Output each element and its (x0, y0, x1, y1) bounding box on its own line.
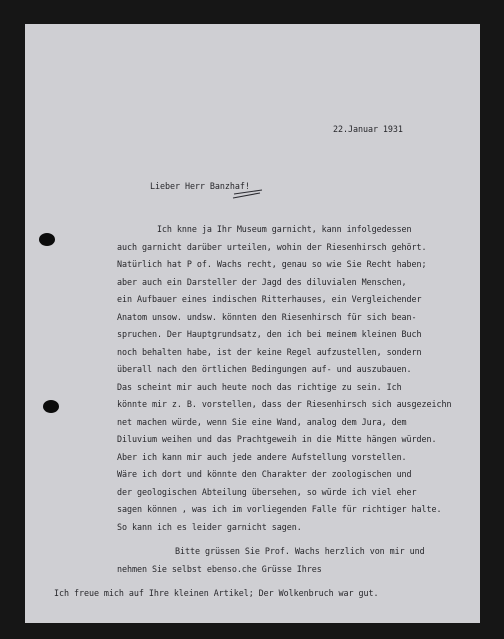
body-line: überall nach den örtlichen Bedingungen auf- und auszubauen. (117, 364, 412, 374)
body-line: net machen würde, wenn Sie eine Wand, analog dem Jura, dem (117, 416, 407, 427)
handwritten-underline-mark (232, 189, 264, 199)
body-line: Ich knne ja Ihr Museum garnicht, kann infolgedessen (117, 224, 412, 234)
punch-hole (39, 233, 55, 246)
closing-line: Bitte grüssen Sie Prof. Wachs herzlich von mir und (175, 546, 425, 556)
body-line: der geologischen Abteilung übersehen, so würde ich viel eher (117, 486, 417, 497)
body-line: aber auch ein Darsteller der Jagd des diluvialen Menschen, (117, 276, 407, 287)
body-line: ein Aufbauer eines indischen Ritterhauses, ein Vergleichender (117, 294, 422, 304)
body-line: Das scheint mir auch heute noch das richtige zu sein. Ich (117, 381, 402, 392)
salutation: Lieber Herr Banzhaf! (150, 181, 250, 191)
body-line: könnte mir z. B. vorstellen, dass der Riesenhirsch sich ausgezeichn (117, 399, 452, 409)
punch-hole (43, 400, 59, 413)
body-line: Aber ich kann mir auch jede andere Aufstellung vorstellen. (117, 451, 407, 462)
body-line: Anatom unsow. undsw. könnten den Riesenhirsch für sich bean- (117, 311, 417, 322)
closing-line: nehmen Sie selbst ebenso.che Grüsse Ihres (117, 564, 322, 574)
body-line: Wäre ich dort und könnte den Charakter der zoologischen und (117, 469, 412, 479)
body-line: spruchen. Der Hauptgrundsatz, den ich bei meinem kleinen Buch (117, 329, 422, 339)
body-line: sagen können , was ich im vorliegenden Falle für richtiger halte. (117, 504, 442, 514)
body-line: Diluvium weihen und das Prachtgeweih in die Mitte hängen würden. (117, 434, 437, 444)
postscript: Ich freue mich auf Ihre kleinen Artikel; Der Wolkenbruch war gut. (54, 588, 379, 598)
body-line: auch garnicht darüber urteilen, wohin der Riesenhirsch gehört. (117, 241, 427, 252)
body-line: Natürlich hat P of. Wachs recht, genau so wie Sie Recht haben; (117, 259, 427, 269)
letter-date: 22.Januar 1931 (333, 124, 403, 134)
body-line: noch behalten habe, ist der keine Regel aufzustellen, sondern (117, 346, 422, 357)
body-line: So kann ich es leider garnicht sagen. (117, 521, 302, 532)
letter-body (117, 224, 487, 539)
